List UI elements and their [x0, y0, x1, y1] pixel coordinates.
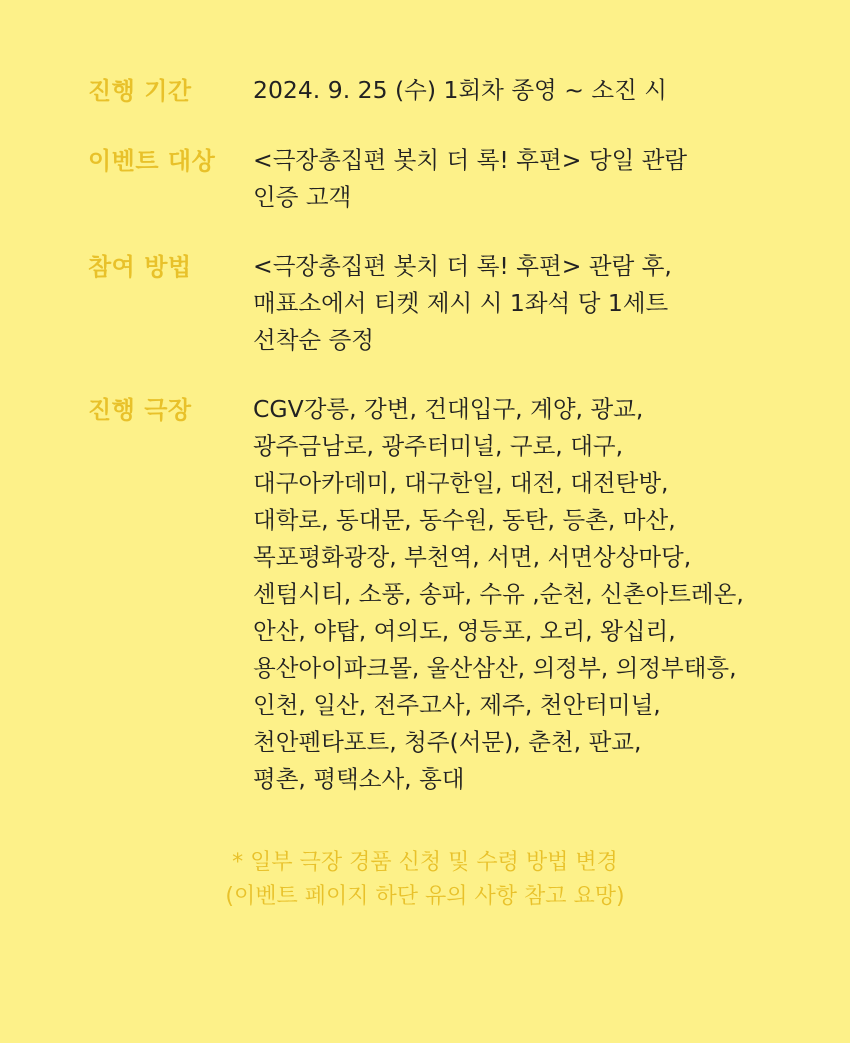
period-label: 진행 기간 [88, 77, 192, 105]
notice-line: * 일부 극장 경품 신청 및 수령 방법 변경 [232, 850, 618, 875]
theaters-line: 목포평화광장, 부천역, 서면, 서면상상마당, [253, 543, 692, 571]
target-line: <극장총집편 봇치 더 록! 후편> 당일 관람 [253, 146, 688, 174]
period-line: 2024. 9. 25 (수) 1회차 종영 ~ 소진 시 [253, 76, 667, 104]
method-line: 선착순 증정 [253, 326, 374, 354]
theaters-line: 용산아이파크몰, 울산삼산, 의정부, 의정부태흥, [253, 654, 737, 682]
theaters-line: 인천, 일산, 전주고사, 제주, 천안터미널, [253, 691, 661, 719]
period-value [253, 72, 808, 109]
notice [0, 846, 850, 914]
theaters-line: 대구아카데미, 대구한일, 대전, 대전탄방, [253, 469, 669, 497]
theaters-line: 안산, 야탑, 여의도, 영등포, 오리, 왕십리, [253, 617, 676, 645]
target-value [253, 142, 808, 216]
theaters-line: 천안펜타포트, 청주(서문), 춘천, 판교, [253, 728, 642, 756]
row-theaters [88, 391, 808, 798]
method-line: 매표소에서 티켓 제시 시 1좌석 당 1세트 [253, 289, 669, 317]
target-label: 이벤트 대상 [88, 147, 216, 175]
method-line: <극장총집편 봇치 더 록! 후편> 관람 후, [253, 252, 672, 280]
theaters-line: 광주금남로, 광주터미널, 구로, 대구, [253, 432, 624, 460]
theaters-value [253, 391, 808, 798]
method-value [253, 248, 808, 359]
row-method [88, 248, 808, 359]
theaters-line: CGV강릉, 강변, 건대입구, 계양, 광교, [253, 395, 644, 423]
row-period [88, 72, 808, 110]
event-info-table [88, 72, 808, 830]
notice-line: (이벤트 페이지 하단 유의 사항 참고 요망) [225, 884, 625, 909]
row-target [88, 142, 808, 216]
target-line: 인증 고객 [253, 183, 352, 211]
method-label: 참여 방법 [88, 253, 192, 281]
theaters-line: 평촌, 평택소사, 홍대 [253, 765, 465, 793]
theaters-line: 센텀시티, 소풍, 송파, 수유 ,순천, 신촌아트레온, [253, 580, 744, 608]
theaters-label: 진행 극장 [88, 396, 192, 424]
theaters-line: 대학로, 동대문, 동수원, 동탄, 등촌, 마산, [253, 506, 676, 534]
